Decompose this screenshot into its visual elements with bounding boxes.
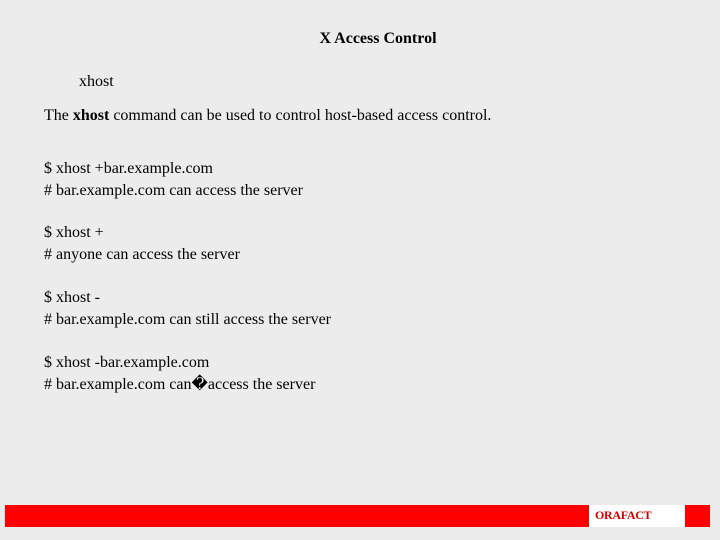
example-comment: # anyone can access the server <box>44 246 240 263</box>
example-block-3 <box>44 287 331 331</box>
footer-logo-box <box>589 505 685 527</box>
intro-paragraph <box>44 107 491 125</box>
example-block-2 <box>44 222 240 266</box>
example-comment: # bar.example.com can still access the server <box>44 311 331 328</box>
intro-suffix: command can be used to control host-based access control. <box>109 107 492 124</box>
example-command: $ xhost - <box>44 289 100 306</box>
section-subheading: xhost <box>79 73 114 90</box>
example-block-1 <box>44 158 303 202</box>
example-comment: # bar.example.com can�access the server <box>44 376 316 393</box>
example-command: $ xhost +bar.example.com <box>44 160 213 177</box>
footer-logo-text: ORAFACT <box>595 508 652 522</box>
example-block-4 <box>44 352 315 396</box>
example-command: $ xhost + <box>44 224 104 241</box>
page-title: X Access Control <box>319 30 437 47</box>
example-comment: # bar.example.com can access the server <box>44 182 303 199</box>
intro-prefix: The <box>44 107 73 124</box>
footer-red-bar <box>5 505 589 527</box>
footer-red-tail <box>685 505 710 527</box>
intro-command: xhost <box>72 107 110 124</box>
example-command: $ xhost -bar.example.com <box>44 354 210 371</box>
